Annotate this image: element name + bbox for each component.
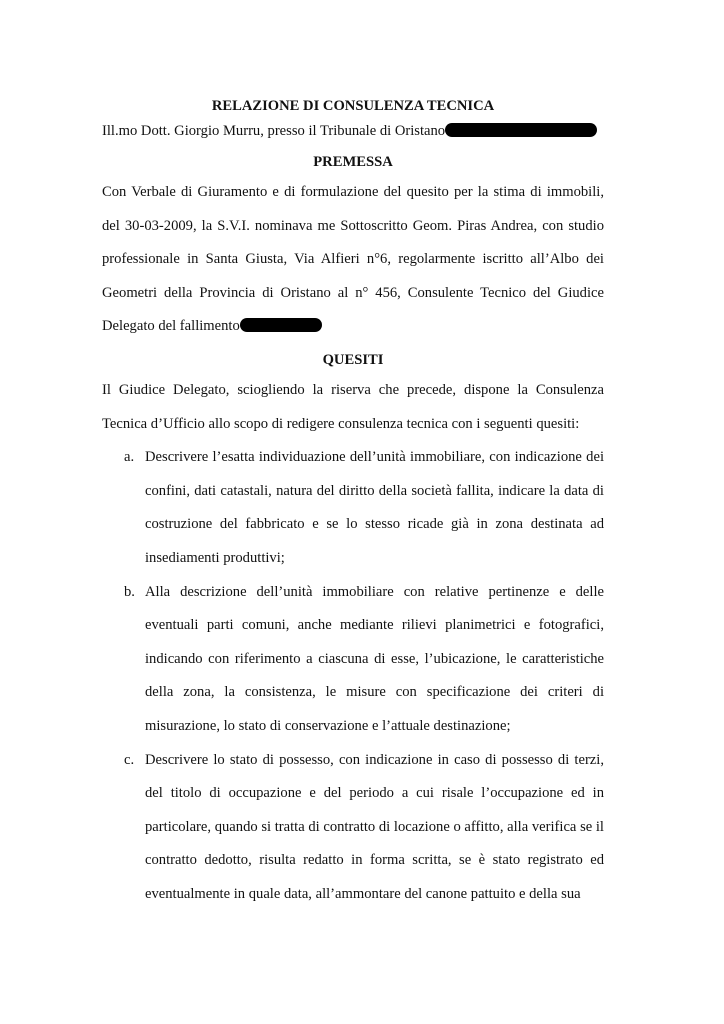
premessa-paragraph — [102, 176, 604, 344]
redaction-bar — [445, 123, 597, 137]
list-item — [102, 576, 604, 744]
list-item-text: Descrivere lo stato di possesso, con indicazione in caso di possesso di terzi, del titolo di occupazione e del periodo a cui risale l’occupazione ed in particolare, quando si tratta di contratto di locazione o affitto, alla verifica se il contratto dedotto, risulta redatto in forma scritta, se è stato registrato ed eventualmente in quale data, all’ammontare del canone pattuito e della sua — [145, 751, 604, 902]
redaction-bar — [240, 318, 322, 332]
list-item-marker: b. — [124, 583, 135, 600]
quesiti-intro: Il Giudice Delegato, sciogliendo la riserva che precede, dispone la Consulenza Tecnica d’Ufficio allo scopo di redigere consulenza tecnica con i seguenti quesiti: — [102, 381, 604, 432]
list-item-marker: a. — [124, 449, 135, 466]
quesiti-list — [102, 441, 604, 911]
quesiti-heading: QUESITI — [322, 351, 384, 368]
addressee-line — [102, 120, 604, 142]
premessa-heading: PREMESSA — [313, 154, 393, 170]
document-page — [102, 96, 604, 911]
addressee-text: Ill.mo Dott. Giorgio Murru, presso il Tribunale di Oristano — [102, 123, 446, 139]
premessa-text: Con Verbale di Giuramento e di formulazione del quesito per la stima di immobili, del 30-03-2009, la S.V.I. nominava me Sottoscritto Geom. Piras Andrea, con studio professionale in Santa Giusta, Via Alfieri n°6, regolarmente iscritto all’Albo dei Geometri della Provincia di Oristano al n° 456, Consulente Tecnico del Giudice Delegato del fallimento — [102, 184, 604, 335]
list-item — [102, 441, 604, 575]
list-item-marker: c. — [124, 751, 135, 768]
document-title: RELAZIONE DI CONSULENZA TECNICA — [211, 98, 495, 114]
list-item — [102, 744, 604, 912]
list-item-text: Descrivere l’esatta individuazione dell’unità immobiliare, con indicazione dei confini, dati catastali, natura del diritto della società fallita, indicare la data di costruzione del fabbricato e se lo stesso ricade già in zona destinata ad insediamenti produttivi; — [145, 449, 604, 566]
list-item-text: Alla descrizione dell’unità immobiliare con relative pertinenze e delle eventuali parti comuni, anche mediante rilievi planimetrici e fotografici, indicando con riferimento a ciascuna di esse, l’ubicazione, le caratteristiche della zona, la consistenza, le misure con specificazione dei criteri di misurazione, lo stato di conservazione e l’attuale destinazione; — [145, 583, 604, 734]
